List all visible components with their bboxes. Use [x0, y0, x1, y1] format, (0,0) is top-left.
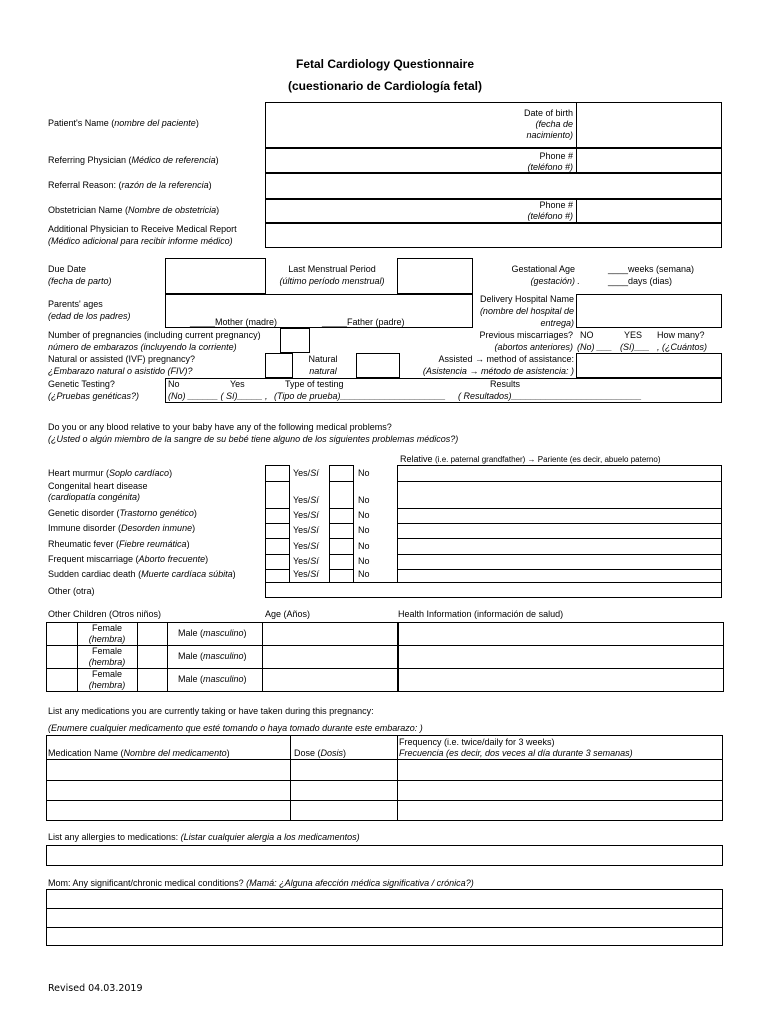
patient-name-label: Patient's Name (nombre del paciente)	[48, 118, 199, 128]
condition-label: Heart murmur (Soplo cardíaco)	[48, 468, 173, 478]
phone-label-2: (teléfono #)	[527, 162, 573, 172]
condition-label: Rheumatic fever (Fiebre reumática)	[48, 539, 190, 549]
miscarriages-label-1: Previous miscarriages?	[479, 330, 573, 340]
mom-conditions-field[interactable]	[46, 889, 723, 946]
condition-no-checkbox[interactable]	[329, 523, 354, 539]
dob-label-2: (fecha de	[535, 119, 573, 129]
medication-dose-header: Dose (Dosis)	[294, 748, 347, 758]
family-question-1: Do you or any blood relative to your baby have any of the following medical problems?	[48, 422, 392, 432]
child-male-checkbox[interactable]	[137, 645, 168, 669]
condition-yes-checkbox[interactable]	[265, 508, 290, 524]
hospital-label-1: Delivery Hospital Name	[479, 294, 574, 304]
medication-frequency-header-1: Frequency (i.e. twice/daily for 3 weeks)	[399, 737, 555, 747]
condition-no-label: No	[358, 510, 370, 520]
revision-footer: Revised 04.03.2019	[48, 983, 143, 994]
phone2-label-2: (teléfono #)	[527, 211, 573, 221]
dob-label-3: nacimiento)	[526, 130, 573, 140]
condition-no-checkbox[interactable]	[329, 481, 354, 509]
children-age-header: Age (Años)	[265, 609, 311, 619]
female-label: Female	[91, 669, 122, 679]
condition-yes-label: Yes/Sí	[293, 569, 319, 579]
num-pregnancies-label-1: Number of pregnancies (including current pregnancy)	[48, 330, 261, 340]
referral-reason-field[interactable]	[265, 173, 722, 199]
miscarriages-label-2: (abortos anteriores)	[494, 342, 573, 352]
condition-yes-checkbox[interactable]	[265, 538, 290, 555]
condition-label: Genetic disorder (Trastorno genético)	[48, 508, 197, 518]
condition-label: Sudden cardiac death (Muerte cardíaca súbita)	[48, 569, 236, 579]
mom-conditions-label: Mom: Any significant/chronic medical conditions? (Mamá: ¿Alguna afección médica significativa / crónica?)	[48, 878, 474, 888]
condition-yes-checkbox[interactable]	[265, 465, 290, 482]
condition-yes-checkbox[interactable]	[265, 481, 290, 509]
child-male-checkbox[interactable]	[137, 668, 168, 692]
natural-label-2: natural	[309, 366, 337, 376]
family-question-2: (¿Usted o algún miembro de la sangre de su bebé tiene alguno de los siguientes problemas médicos?)	[48, 434, 459, 444]
obstetrician-label: Obstetrician Name (Nombre de obstetricia)	[48, 205, 220, 215]
mother-age[interactable]: _____Mother (madre)	[190, 317, 278, 327]
child-health-field[interactable]	[397, 622, 724, 646]
condition-yes-checkbox[interactable]	[265, 523, 290, 539]
due-date-field[interactable]	[165, 258, 266, 294]
child-health-field[interactable]	[397, 645, 724, 669]
type-of-testing-field[interactable]: (Tipo de prueba)_____________________	[274, 391, 446, 401]
phone2-field[interactable]	[576, 199, 722, 223]
medication-row-2[interactable]	[47, 781, 290, 800]
days-field[interactable]: ____days (dias)	[608, 276, 673, 286]
children-header: Other Children (Otros niños)	[48, 609, 162, 619]
female-label: Female	[91, 623, 122, 633]
child-age-field[interactable]	[262, 668, 399, 692]
num-pregnancies-field[interactable]	[280, 328, 310, 353]
female-label-es: (hembra)	[88, 680, 126, 690]
additional-physician-field[interactable]	[265, 223, 722, 248]
parents-ages-label-1: Parents' ages	[48, 299, 103, 309]
phone-field[interactable]	[576, 148, 722, 173]
condition-no-label: No	[358, 525, 370, 535]
hospital-field[interactable]	[576, 294, 722, 328]
condition-yes-label: Yes/Sí	[293, 495, 319, 505]
parents-ages-label-2: (edad de los padres)	[48, 311, 131, 321]
condition-no-checkbox[interactable]	[329, 465, 354, 482]
condition-relative-field[interactable]	[397, 538, 722, 555]
relative-header: Relative (i.e. paternal grandfather) → Pariente (es decir, abuelo paterno)	[400, 454, 661, 464]
condition-yes-label: Yes/Sí	[293, 556, 319, 566]
natural-checkbox[interactable]	[265, 353, 293, 378]
due-date-label-1: Due Date	[48, 264, 87, 274]
medication-row-3[interactable]	[47, 801, 290, 820]
misc-how-many[interactable]: How many?	[657, 330, 705, 340]
other-condition-label: Other (otra)	[48, 586, 95, 596]
ivf-label-2: ¿Embarazo natural o asistido (FIV)?	[48, 366, 193, 376]
male-label: Male (masculino)	[178, 651, 247, 661]
condition-label: Immune disorder (Desorden inmune)	[48, 523, 196, 533]
misc-yes-es: (Sí)___	[620, 342, 650, 352]
genetic-no[interactable]: No	[168, 379, 180, 389]
assisted-method-field[interactable]	[576, 353, 722, 378]
allergies-label: List any allergies to medications: (Listar cualquier alergia a los medicamentos)	[48, 832, 360, 842]
condition-no-checkbox[interactable]	[329, 538, 354, 555]
page-subtitle: (cuestionario de Cardiología fetal)	[287, 79, 483, 93]
genetic-yes[interactable]: Yes	[230, 379, 245, 389]
condition-no-label: No	[358, 556, 370, 566]
medications-question-2: (Enumere cualquier medicamento que esté tomando o haya tomado durante este embarazo: )	[48, 723, 423, 733]
child-health-field[interactable]	[397, 668, 724, 692]
condition-no-checkbox[interactable]	[329, 554, 354, 570]
male-label: Male (masculino)	[178, 674, 247, 684]
additional-physician-label-1: Additional Physician to Receive Medical Report	[48, 224, 237, 234]
misc-no[interactable]: NO	[580, 330, 594, 340]
medication-name-header: Medication Name (Nombre del medicamento)	[48, 748, 230, 758]
natural-label-1: Natural	[308, 354, 338, 364]
child-checkbox[interactable]	[46, 645, 78, 669]
condition-label: Frequent miscarriage (Aborto frecuente)	[48, 554, 209, 564]
condition-relative-field[interactable]	[397, 508, 722, 524]
dob-field[interactable]	[576, 102, 722, 148]
condition-no-label: No	[358, 569, 370, 579]
phone-label-1: Phone #	[539, 151, 573, 161]
due-date-label-2: (fecha de parto)	[48, 276, 112, 286]
assisted-label-2: (Asistencia → método de asistencia: )	[422, 366, 574, 376]
condition-no-label: No	[358, 541, 370, 551]
condition-relative-field[interactable]	[397, 569, 722, 583]
phone2-label-1: Phone #	[539, 200, 573, 210]
female-label-es: (hembra)	[88, 657, 126, 667]
condition-yes-checkbox[interactable]	[265, 554, 290, 570]
medication-frequency-header-2: Frecuencia (es decir, dos veces al día durante 3 semanas)	[399, 748, 633, 758]
medication-row-1[interactable]	[47, 760, 290, 780]
weeks-field[interactable]: ____weeks (semana)	[608, 264, 695, 274]
condition-label: Congenital heart disease (cardiopatía congénita)	[48, 481, 148, 502]
type-of-testing-label: Type of testing	[285, 379, 344, 389]
referring-physician-label: Referring Physician (Médico de referencia)	[48, 155, 219, 165]
condition-no-checkbox[interactable]	[329, 508, 354, 524]
misc-yes[interactable]: YES	[624, 330, 643, 340]
female-label: Female	[91, 646, 122, 656]
assisted-checkbox[interactable]	[356, 353, 400, 378]
condition-no-checkbox[interactable]	[329, 569, 354, 583]
condition-relative-field[interactable]	[397, 465, 722, 482]
ga-label-2: (gestación)	[530, 276, 575, 286]
results-label: Results	[490, 379, 521, 389]
condition-no-label: No	[358, 495, 370, 505]
condition-relative-field[interactable]	[397, 554, 722, 570]
assisted-label-1: Assisted → method of assistance:	[438, 354, 574, 364]
lmp-label-2: (último período menstrual)	[279, 276, 385, 286]
female-label-es: (hembra)	[88, 634, 126, 644]
hospital-label-3: entrega)	[540, 318, 574, 328]
dob-label-1: Date of birth	[523, 108, 573, 118]
child-age-field[interactable]	[262, 645, 399, 669]
condition-yes-label: Yes/Sí	[293, 541, 319, 551]
referral-reason-label: Referral Reason: (razón de la referencia)	[48, 180, 212, 190]
child-checkbox[interactable]	[46, 622, 78, 646]
condition-relative-field[interactable]	[397, 481, 722, 509]
num-pregnancies-label-2: número de embarazos (incluyendo la corriente)	[48, 342, 237, 352]
genetic-yes-es: ______ ( Sí)_____ ,	[188, 391, 268, 401]
condition-no-label: No	[358, 468, 370, 478]
ivf-label-1: Natural or assisted (IVF) pregnancy?	[48, 354, 196, 364]
ga-label-1: Gestational Age	[511, 264, 575, 274]
medications-question-1: List any medications you are currently taking or have taken during this pregnancy:	[48, 706, 374, 716]
other-condition-field[interactable]	[265, 582, 722, 598]
misc-how-many-es: (¿Cuántos)	[662, 342, 708, 352]
page-title: Fetal Cardiology Questionnaire	[295, 57, 475, 71]
additional-physician-label-2: (Médico adicional para recibir informe médico)	[48, 236, 233, 246]
father-age[interactable]: _____Father (padre)	[322, 317, 405, 327]
results-field[interactable]: ( Resultados)__________________________	[458, 391, 642, 401]
child-age-field[interactable]	[262, 622, 399, 646]
genetic-label-1: Genetic Testing?	[48, 379, 115, 389]
lmp-field[interactable]	[397, 258, 473, 294]
male-label: Male (masculino)	[178, 628, 247, 638]
allergies-field[interactable]	[46, 845, 723, 866]
condition-yes-label: Yes/Sí	[293, 525, 319, 535]
child-male-checkbox[interactable]	[137, 622, 168, 646]
child-checkbox[interactable]	[46, 668, 78, 692]
genetic-label-2: (¿Pruebas genéticas?)	[48, 391, 140, 401]
hospital-label-2: (nombre del hospital de	[479, 306, 574, 316]
genetic-no-es: (No)	[168, 391, 186, 401]
children-health-header: Health Information (información de salud)	[398, 609, 564, 619]
condition-yes-checkbox[interactable]	[265, 569, 290, 583]
condition-relative-field[interactable]	[397, 523, 722, 539]
lmp-label-1: Last Menstrual Period	[288, 264, 376, 274]
condition-yes-label: Yes/Sí	[293, 510, 319, 520]
condition-yes-label: Yes/Sí	[293, 468, 319, 478]
